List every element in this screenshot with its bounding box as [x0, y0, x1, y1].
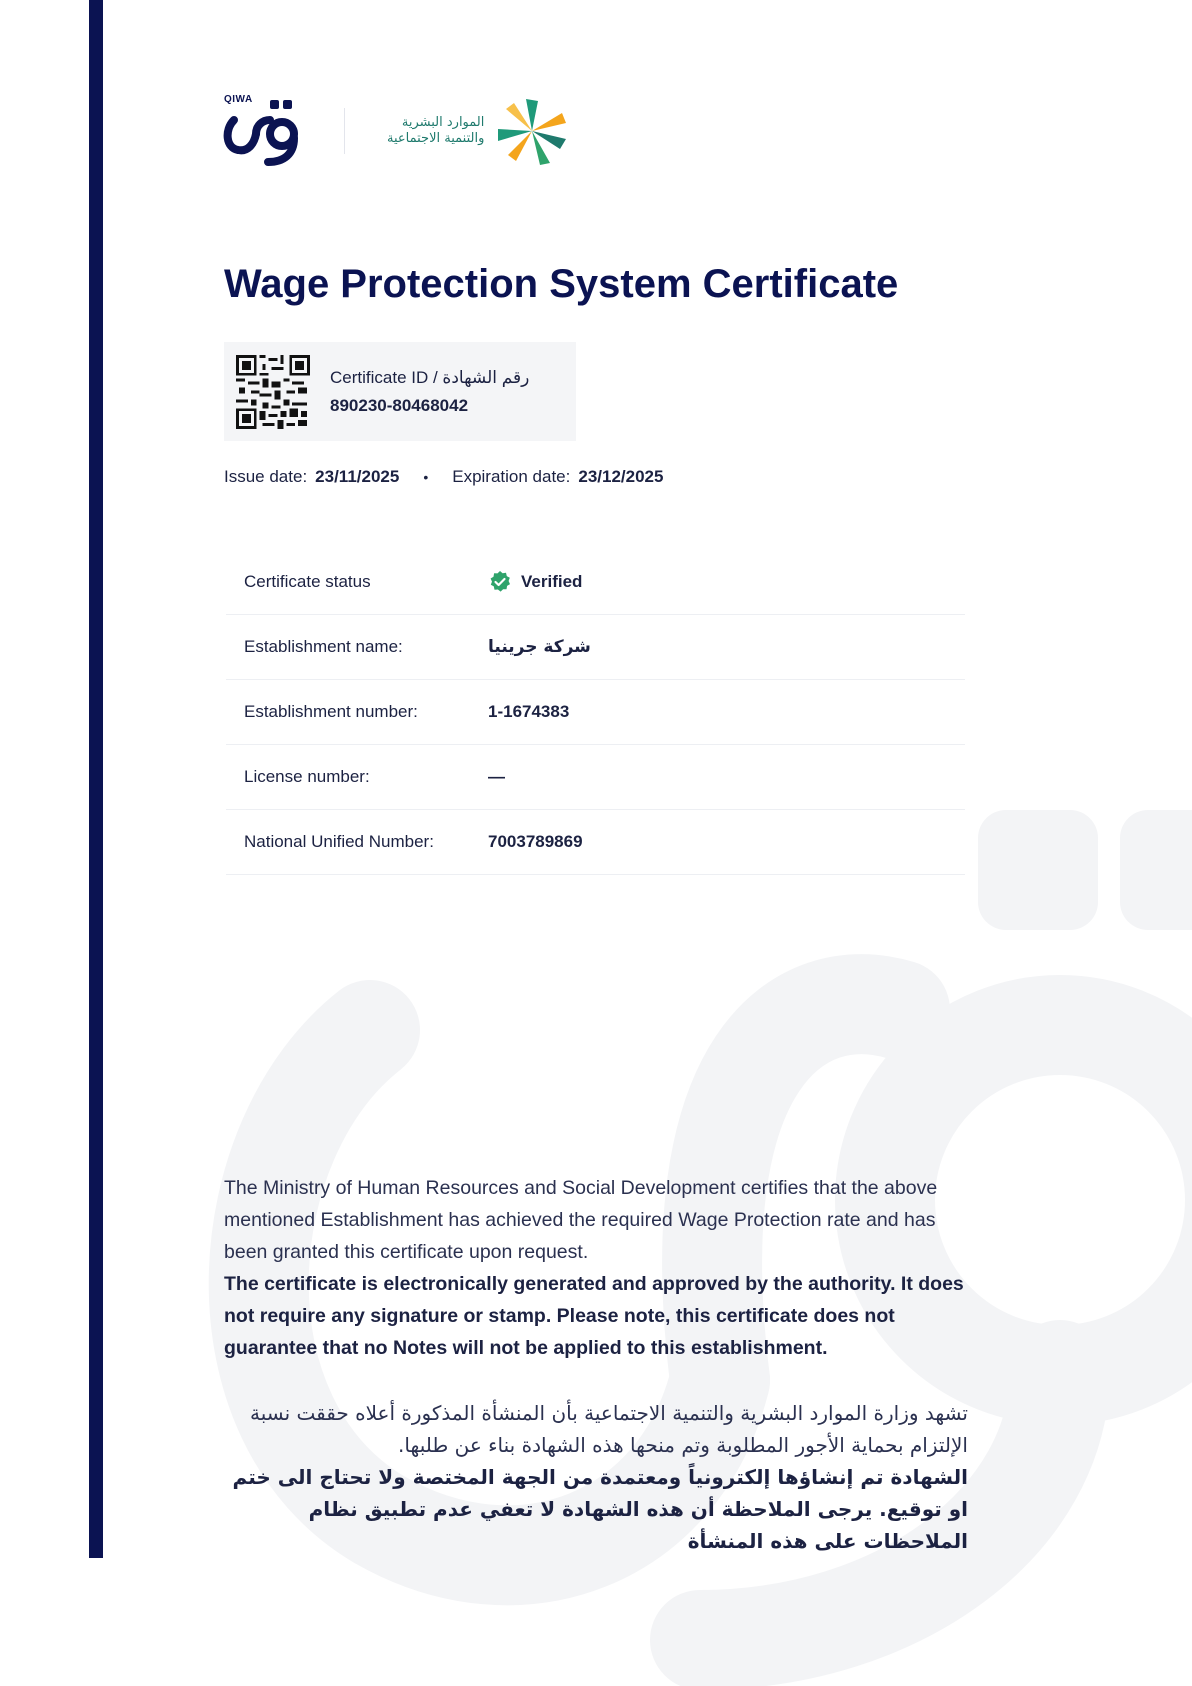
statement-arabic-disclaimer: الشهادة تم إنشاؤها إلكترونياً ومعتمدة من الجهة المختصة ولا تحتاج الى ختم او توقيع. يرجى الملاحظة أن هذه الشهادة لا تعفي عدم تطبيق نظام الملاحظات على هذه المنشأة — [232, 1465, 968, 1553]
national-unified-number-value: 7003789869 — [488, 832, 583, 851]
detail-label: Establishment number: — [244, 702, 418, 721]
detail-value — [488, 570, 582, 594]
establishment-number-value: 1-1674383 — [488, 702, 570, 721]
page-title: Wage Protection System Certificate — [224, 262, 899, 306]
statement-english-text: The Ministry of Human Resources and Social Development certifies that the above mentioned Establishment has achieved the required Wage Protection rate and has been granted this certificate upon request. — [224, 1177, 938, 1263]
detail-row-establishment-name — [226, 615, 965, 680]
qiwa-logo — [222, 92, 304, 170]
detail-label: National Unified Number: — [244, 832, 434, 851]
detail-row-establishment-number — [226, 680, 965, 745]
logo-divider — [344, 108, 345, 154]
ministry-logo-line-2: والتنمية الاجتماعية — [387, 131, 485, 146]
detail-row-license-number — [226, 745, 965, 810]
detail-label: License number: — [244, 767, 370, 786]
statement-english — [224, 1172, 964, 1364]
detail-row-certificate-status — [226, 550, 965, 615]
certificate-id-value: 890230-80468042 — [330, 395, 469, 415]
ministry-star-icon — [492, 96, 572, 166]
qiwa-wordmark: QIWA — [224, 94, 253, 105]
establishment-name-value: شركة جرينيا — [488, 637, 591, 657]
details-table — [226, 550, 965, 875]
certificate-dates — [224, 467, 663, 487]
detail-label: Establishment name: — [244, 637, 403, 656]
certificate-id — [330, 368, 529, 416]
issue-date-value: 23/11/2025 — [315, 467, 400, 486]
detail-row-national-unified-number — [226, 810, 965, 875]
statement-arabic-text: تشهد وزارة الموارد البشرية والتنمية الاجتماعية بأن المنشأة المذكورة أعلاه حققت نسبة الإلتزام بحماية الأجور المطلوبة وتم منحها هذه الشهادة بناء عن طلبها. — [249, 1401, 968, 1457]
expiration-date-label: Expiration date: — [452, 467, 571, 486]
verified-badge-icon — [488, 570, 512, 594]
certificate-id-box — [224, 342, 576, 441]
detail-label: Certificate status — [244, 572, 371, 591]
qr-code-icon — [236, 355, 310, 429]
certificate-id-label: Certificate ID / رقم الشهادة — [330, 367, 530, 387]
side-accent-bar — [89, 0, 103, 1558]
expiration-date-value: 23/12/2025 — [578, 467, 664, 486]
statement-english-disclaimer: The certificate is electronically generated and approved by the authority. It does not require any signature or stamp. Please note, this certificate does not guarantee that no Notes will not be applied to this establishment. — [224, 1273, 964, 1359]
certificate-status-value: Verified — [521, 572, 583, 591]
issue-date-label: Issue date: — [224, 467, 308, 486]
ministry-logo-line-1: الموارد البشرية — [401, 115, 485, 130]
header-logos — [222, 92, 572, 170]
ministry-logo — [387, 96, 572, 166]
ministry-logo-text — [387, 115, 484, 147]
license-number-value: — — [488, 767, 505, 786]
date-separator: • — [423, 469, 429, 485]
statement-arabic — [224, 1397, 968, 1557]
